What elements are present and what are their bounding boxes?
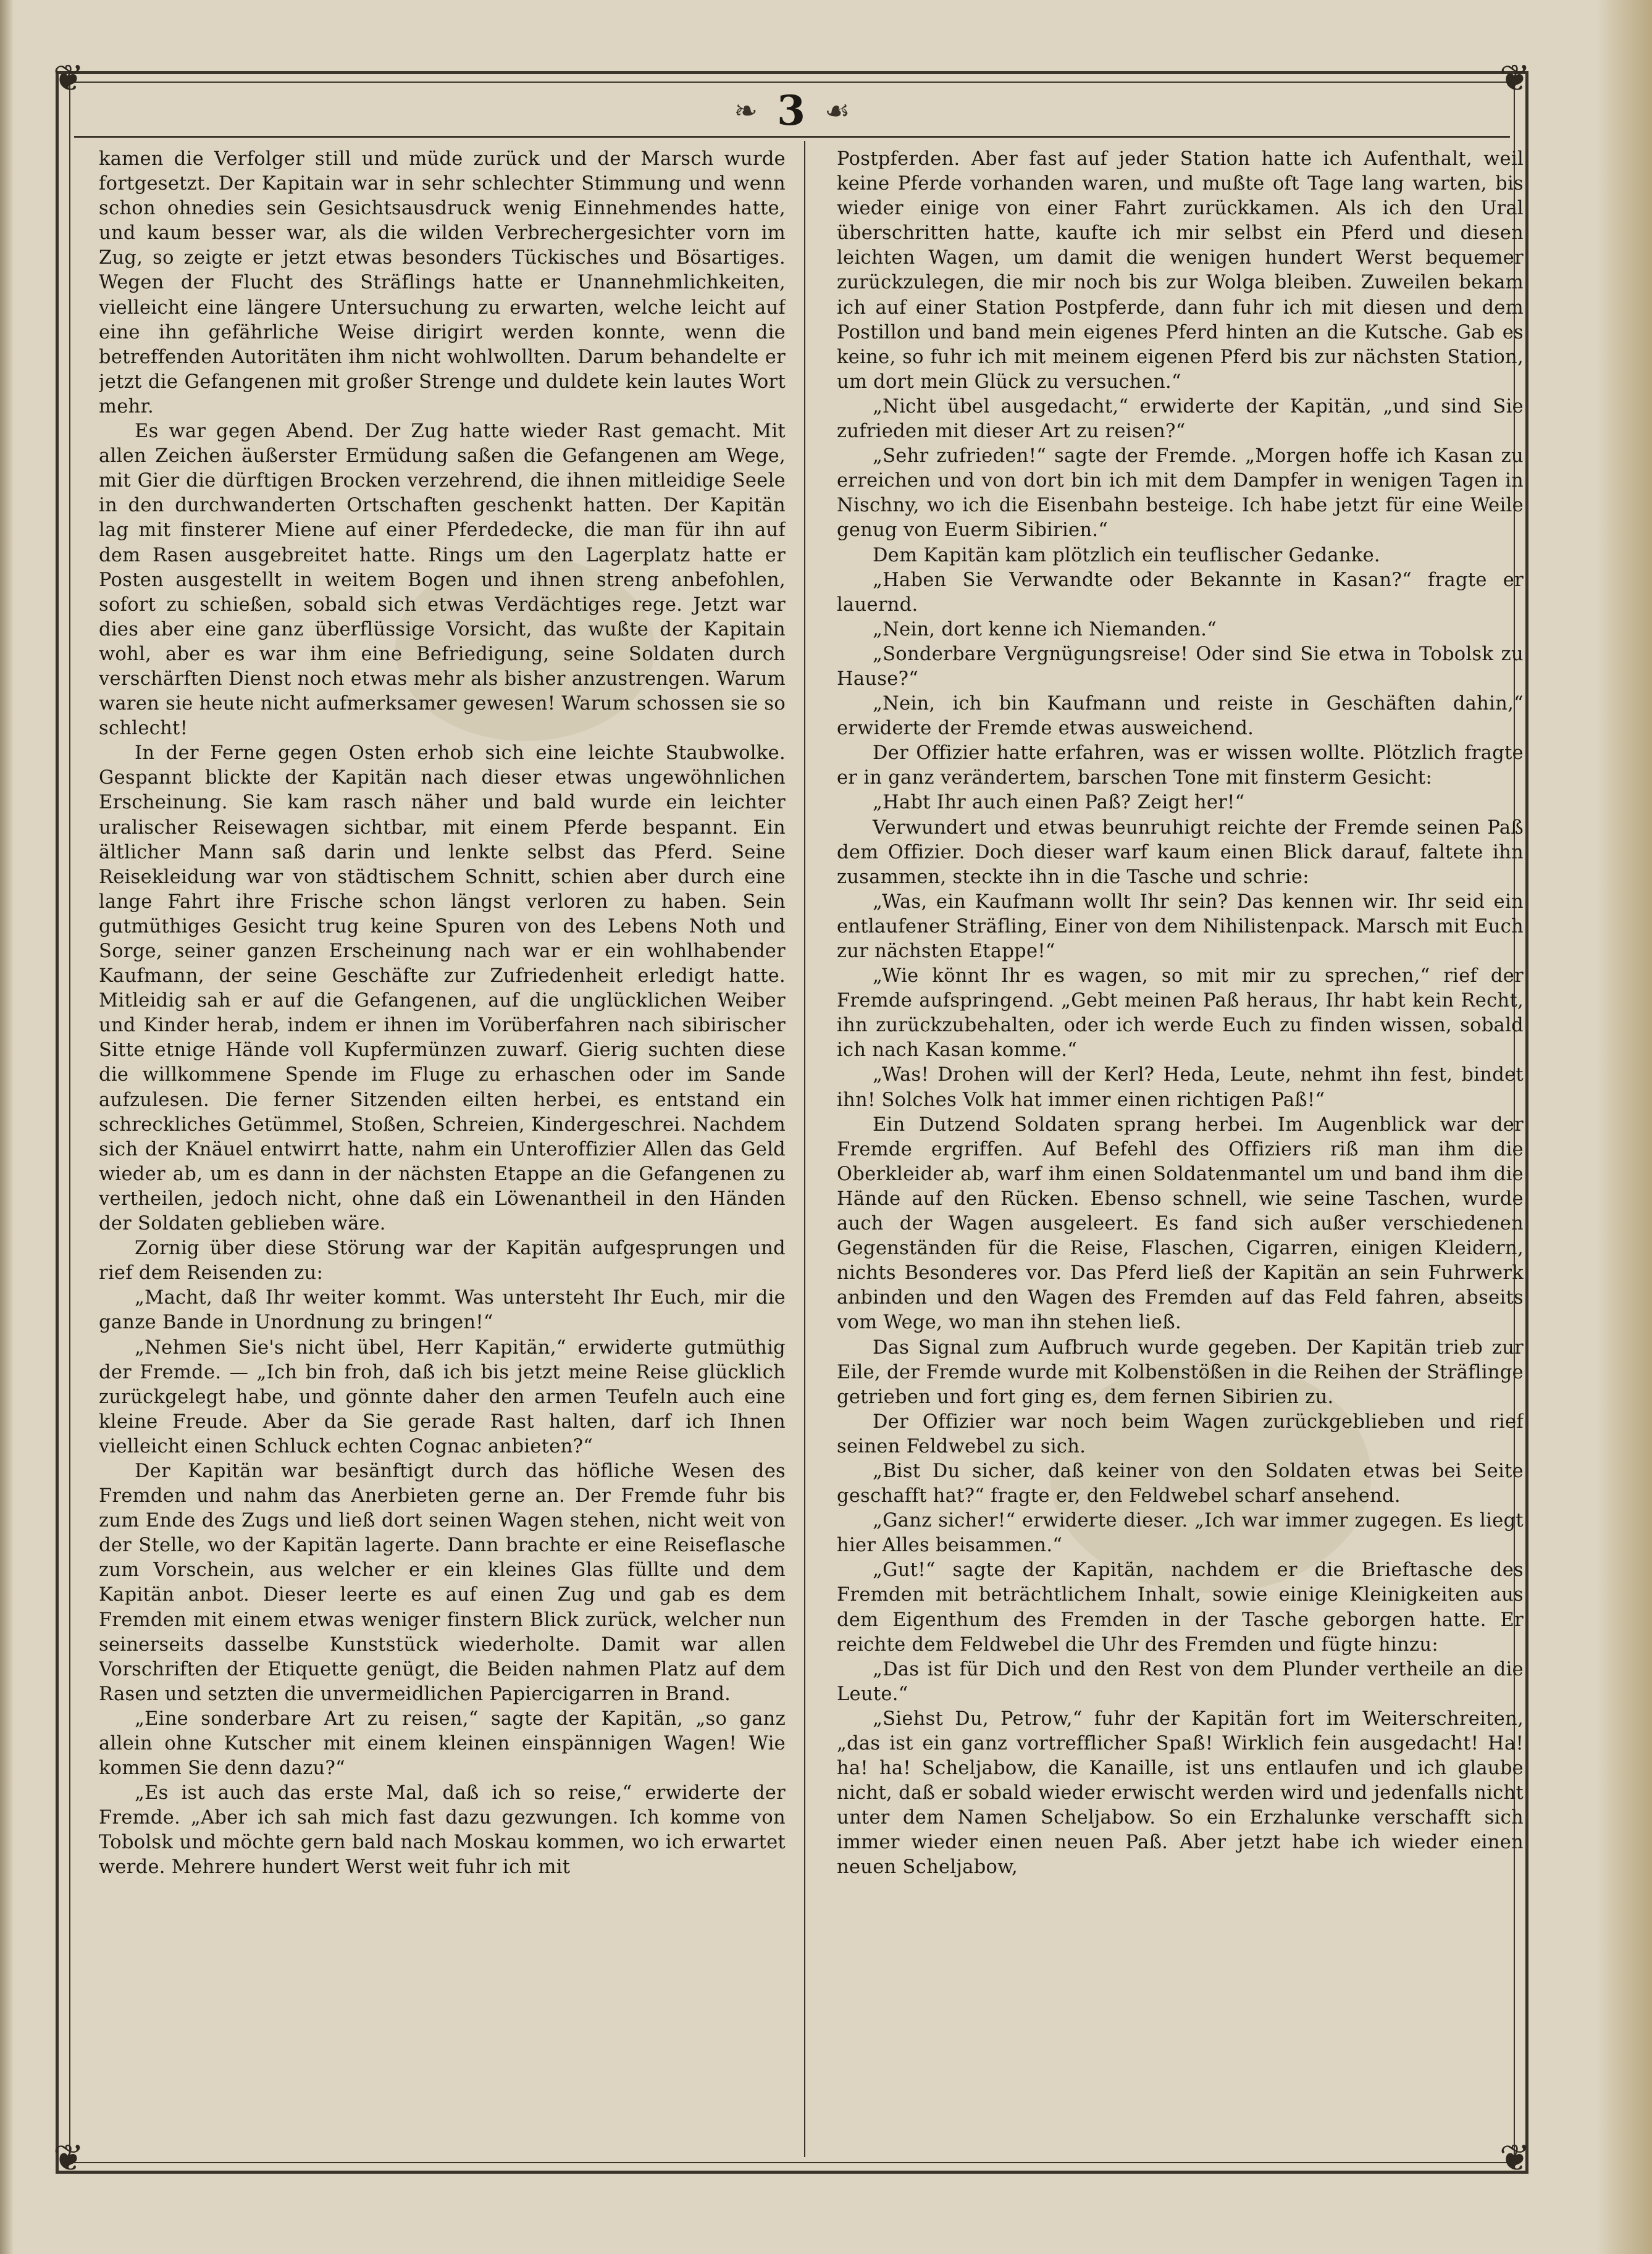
paragraph: „Macht, daß Ihr weiter kommt. Was untersteht Ihr Euch, mir die ganze Bande in Unordnung zu bringen!“ — [99, 1287, 786, 1334]
paragraph: „Nein, dort kenne ich Niemanden.“ — [873, 618, 1217, 640]
paragraph: Ein Dutzend Soldaten sprang herbei. Im Augenblick war der Fremde ergriffen. Auf Befehl des Offiziers riß man ihm die Oberkleider ab, warf ihm einen Soldatenmantel um und band ihm die Hände auf den Rücken. Ebenso schnell, wie seine Taschen, wurde auch der Wagen ausgeleert. Es fand sich außer verschiedenen Gegenständen für die Reise, Flaschen, Cigarren, einigen Kleidern, nichts Besonderes vor. Das Pferd ließ der Kapitän an sein Fuhrwerk anbinden und den Wagen des Fremden auf das Feld fahren, abseits vom Wege, wo man ihn stehen ließ. — [837, 1113, 1524, 1334]
page-header — [69, 86, 1515, 136]
paragraph: „Eine sonderbare Art zu reisen,“ sagte der Kapitän, „so ganz allein ohne Kutscher mit einem kleinen einspännigen Wagen! Wie kommen Sie denn dazu?“ — [99, 1707, 786, 1780]
paragraph: Der Kapitän war besänftigt durch das höfliche Wesen des Fremden und nahm das Anerbieten gerne an. Der Fremde fuhr bis zum Ende des Zugs und ließ dort seinen Wagen stehen, nicht weit von der Stelle, wo der Kapitän lagerte. Dann brachte er eine Reiseflasche zum Vorschein, aus welcher er ein kleines Glas füllte und dem Kapitän anbot. Dieser leerte es auf einen Zug und gab es dem Fremden mit einem etwas weniger finstern Blick zurück, welcher nun seinerseits dasselbe Kunststück wiederholte. Damit war allen Vorschriften der Etiquette genügt, die Beiden nahmen Platz auf dem Rasen und setzten die unvermeidlichen Papiercigarren in Brand. — [99, 1460, 786, 1705]
paragraph: Verwundert und etwas beunruhigt reichte der Fremde seinen Paß dem Offizier. Doch dieser warf kaum einen Blick darauf, faltete ihn zusammen, steckte ihn in die Tasche und schrie: — [837, 816, 1524, 888]
paragraph: Zornig über diese Störung war der Kapitän aufgesprungen und rief dem Reisenden zu: — [99, 1238, 786, 1284]
paragraph: In der Ferne gegen Osten erhob sich eine leichte Staubwolke. Gespannt blickte der Kapitän nach dieser etwas ungewöhnlichen Erscheinung. Sie kam rasch näher und bald wurde ein leichter uralischer Reisewagen sichtbar, mit einem Pferde bespannt. Ein ältlicher Mann saß darin und lenkte selbst das Pferd. Seine Reisekleidung war von städtischem Schnitt, schien aber durch eine lange Fahrt ihre Frische schon längst verloren zu haben. Sein gutmüthiges Gesicht trug keine Spuren von des Lebens Noth und Sorge, seiner ganzen Erscheinung nach war er ein wohlhabender Kaufmann, der seine Geschäfte zur Zufriedenheit erledigt hatte. Mitleidig sah er auf die Gefangenen, auf die unglücklichen Weiber und Kinder herab, indem er ihnen im Vorüberfahren nach sibirischer Sitte etnige Hände voll Kupfermünzen zuwarf. Gierig suchten diese die willkommene Spende im Fluge zu erhaschen oder im Sande aufzulesen. Die ferner Sitzenden eilten herbei, es entstand ein schreckliches Getümmel, Stoßen, Schreien, Kindergeschrei. Nachdem sich der Knäuel entwirrt hatte, nahm ein Unteroffizier Allen das Geld wieder ab, um es dann in der nächsten Etappe an die Gefangenen zu vertheilen, jedoch nicht, ohne daß ein Löwenantheil in den Händen der Soldaten geblieben wäre. — [99, 742, 786, 1235]
left-column — [99, 147, 786, 2151]
header-ornament-right-icon: ☙ — [824, 94, 850, 127]
paragraph: „Ganz sicher!“ erwiderte dieser. „Ich war immer zugegen. Es liegt hier Alles beisammen.“ — [837, 1510, 1524, 1557]
page-number: 3 — [777, 86, 806, 135]
paragraph: „Sehr zufrieden!“ sagte der Fremde. „Morgen hoffe ich Kasan zu erreichen und von dort bin ich mit dem Dampfer in wenigen Tagen in Nischny, wo ich die Eisenbahn besteige. Ich habe jetzt für eine Weile genug von Euerm Sibirien.“ — [837, 445, 1524, 542]
paragraph: „Wie könnt Ihr es wagen, so mit mir zu sprechen,“ rief der Fremde aufspringend. „Gebt meinen Paß heraus, Ihr habt kein Recht, ihn zurückzubehalten, oder ich werde Euch zu finden wissen, sobald ich nach Kasan komme.“ — [837, 965, 1524, 1062]
paragraph: Es war gegen Abend. Der Zug hatte wieder Rast gemacht. Mit allen Zeichen äußerster Ermüdung saßen die Gefangenen am Wege, mit Gier die dürftigen Brocken verzehrend, die ihnen mitleidige Seele in den durchwanderten Ortschaften geschenkt hatten. Der Kapitän lag mit finsterer Miene auf einer Pferdedecke, die man für ihn auf dem Rasen ausgebreitet hatte. Rings um den Lagerplatz hatte er Posten ausgestellt in weitem Bogen und ihnen streng anbefohlen, sofort zu schießen, sobald sich etwas Verdächtiges rege. Jetzt war dies aber eine ganz überflüssige Vorsicht, das wußte der Kapitain wohl, aber es war ihm eine Befriedigung, seine Soldaten durch verschärften Dienst noch etwas mehr als bisher anzustrengen. Warum waren sie heute nicht aufmerksamer gewesen! Warum schossen sie so schlecht! — [99, 421, 786, 740]
paragraph: „Siehst Du, Petrow,“ fuhr der Kapitän fort im Weiterschreiten, „das ist ein ganz vortrefflicher Spaß! Wirklich fein ausgedacht! Ha! ha! ha! Scheljabow, die Kanaille, ist uns entlaufen und ich glaube nicht, daß er sobald wieder erwischt werden wird und jedenfalls nicht unter dem Namen Scheljabow. So ein Erzhalunke verschafft sich immer wieder einen neuen Paß. Aber jetzt habe ich wieder einen neuen Scheljabow, — [837, 1707, 1524, 1879]
paragraph: „Haben Sie Verwandte oder Bekannte in Kasan?“ fragte er lauernd. — [837, 569, 1524, 616]
header-ornament-left-icon: ❧ — [734, 94, 758, 127]
page-binding-shadow — [0, 0, 14, 2254]
paragraph: „Nein, ich bin Kaufmann und reiste in Geschäften dahin,“ erwiderte der Fremde etwas ausweichend. — [837, 693, 1524, 740]
paragraph: kamen die Verfolger still und müde zurück und der Marsch wurde fortgesetzt. Der Kapitain war in sehr schlechter Stimmung und wenn schon ohnedies sein Gesichtsausdruck wenig Einnehmendes hatte, und kaum besser war, als die wilden Verbrechergesichter vorn im Zug, so zeigte er jetzt etwas besonders Tückisches und Bösartiges. Wegen der Flucht des Sträflings hatte er Unannehmlichkeiten, vielleicht eine längere Untersuchung zu erwarten, welche leicht auf eine ihn gefährliche Weise dirigirt werden konnte, wenn die betreffenden Autoritäten ihm nicht wohlwollten. Darum behandelte er jetzt die Gefangenen mit großer Strenge und duldete kein lautes Wort mehr. — [99, 148, 786, 417]
paragraph: Dem Kapitän kam plötzlich ein teuflischer Gedanke. — [873, 544, 1380, 566]
right-column — [837, 147, 1524, 2151]
corner-ornament-bottom-right-icon: ❦ — [1499, 2137, 1531, 2180]
paragraph: „Nehmen Sie's nicht übel, Herr Kapitän,“ erwiderte gutmüthig der Fremde. — „Ich bin froh, daß ich bis jetzt meine Reise glücklich zurückgelegt habe, und gönnte daher den armen Teufeln auch eine kleine Freude. Aber da Sie gerade Rast halten, darf ich Ihnen vielleicht einen Schluck echten Cognac anbieten?“ — [99, 1336, 786, 1457]
paragraph: Der Offizier war noch beim Wagen zurückgeblieben und rief seinen Feldwebel zu sich. — [837, 1410, 1524, 1457]
paragraph: „Es ist auch das erste Mal, daß ich so reise,“ erwiderte der Fremde. „Aber ich sah mich fast dazu gezwungen. Ich komme von Tobolsk und möchte gern bald nach Moskau kommen, wo ich erwartet werde. Mehrere hundert Werst weit fuhr ich mit — [99, 1782, 786, 1879]
paragraph: „Was! Drohen will der Kerl? Heda, Leute, nehmt ihn fest, bindet ihn! Solches Volk hat immer einen richtigen Paß!“ — [837, 1064, 1524, 1111]
paragraph: „Was, ein Kaufmann wollt Ihr sein? Das kennen wir. Ihr seid ein entlaufener Sträfling, Einer von dem Nihilistenpack. Marsch mit Euch zur nächsten Etappe!“ — [837, 890, 1524, 962]
paragraph: Das Signal zum Aufbruch wurde gegeben. Der Kapitän trieb zur Eile, der Fremde wurde mit Kolbenstößen in die Reihen der Sträflinge getrieben und fort ging es, dem fernen Sibirien zu. — [837, 1336, 1524, 1408]
paragraph: „Sonderbare Vergnügungsreise! Oder sind Sie etwa in Tobolsk zu Hause?“ — [837, 643, 1524, 690]
paragraph: „Gut!“ sagte der Kapitän, nachdem er die Brieftasche des Fremden mit beträchtlichem Inhalt, sowie einige Kleinigkeiten aus dem Eigenthum des Fremden in der Tasche geborgen hatte. Er reichte dem Feldwebel die Uhr des Fremden und fügte hinzu: — [837, 1559, 1524, 1656]
column-divider — [804, 141, 805, 2157]
corner-ornament-bottom-left-icon: ❦ — [52, 2137, 85, 2180]
paragraph: „Nicht übel ausgedacht,“ erwiderte der Kapitän, „und sind Sie zufrieden mit dieser Art zu reisen?“ — [837, 395, 1524, 443]
corner-ornament-top-right-icon: ❦ — [1499, 57, 1531, 100]
paragraph: „Das ist für Dich und den Rest von dem Plunder vertheile an die Leute.“ — [837, 1658, 1524, 1705]
corner-ornament-top-left-icon: ❦ — [52, 57, 85, 100]
page-edge-shadow — [1596, 0, 1652, 2254]
header-rule — [74, 136, 1510, 138]
paragraph: Der Offizier hatte erfahren, was er wissen wollte. Plötzlich fragte er in ganz verändertem, barschen Tone mit finsterm Gesicht: — [837, 742, 1524, 789]
paragraph: Postpferden. Aber fast auf jeder Station hatte ich Aufenthalt, weil keine Pferde vorhanden waren, und mußte oft Tage lang warten, bis wieder einige von einer Fahrt zurückkamen. Als ich den Ural überschritten hatte, kaufte ich mir selbst ein Pferd und diesen leichten Wagen, um damit die wenigen hundert Werst bequemer zurückzulegen, die mir noch bis zur Wolga bleiben. Zuweilen bekam ich auf einer Station Postpferde, dann fuhr ich mit diesen und dem Postillon und band mein eigenes Pferd hinten an die Kutsche. Gab es keine, so fuhr ich mit meinem eigenen Pferd bis zur nächsten Station, um dort mein Glück zu versuchen.“ — [837, 148, 1524, 393]
paragraph: „Habt Ihr auch einen Paß? Zeigt her!“ — [873, 792, 1245, 814]
paragraph: „Bist Du sicher, daß keiner von den Soldaten etwas bei Seite geschafft hat?“ fragte er, den Feldwebel scharf ansehend. — [837, 1460, 1524, 1507]
